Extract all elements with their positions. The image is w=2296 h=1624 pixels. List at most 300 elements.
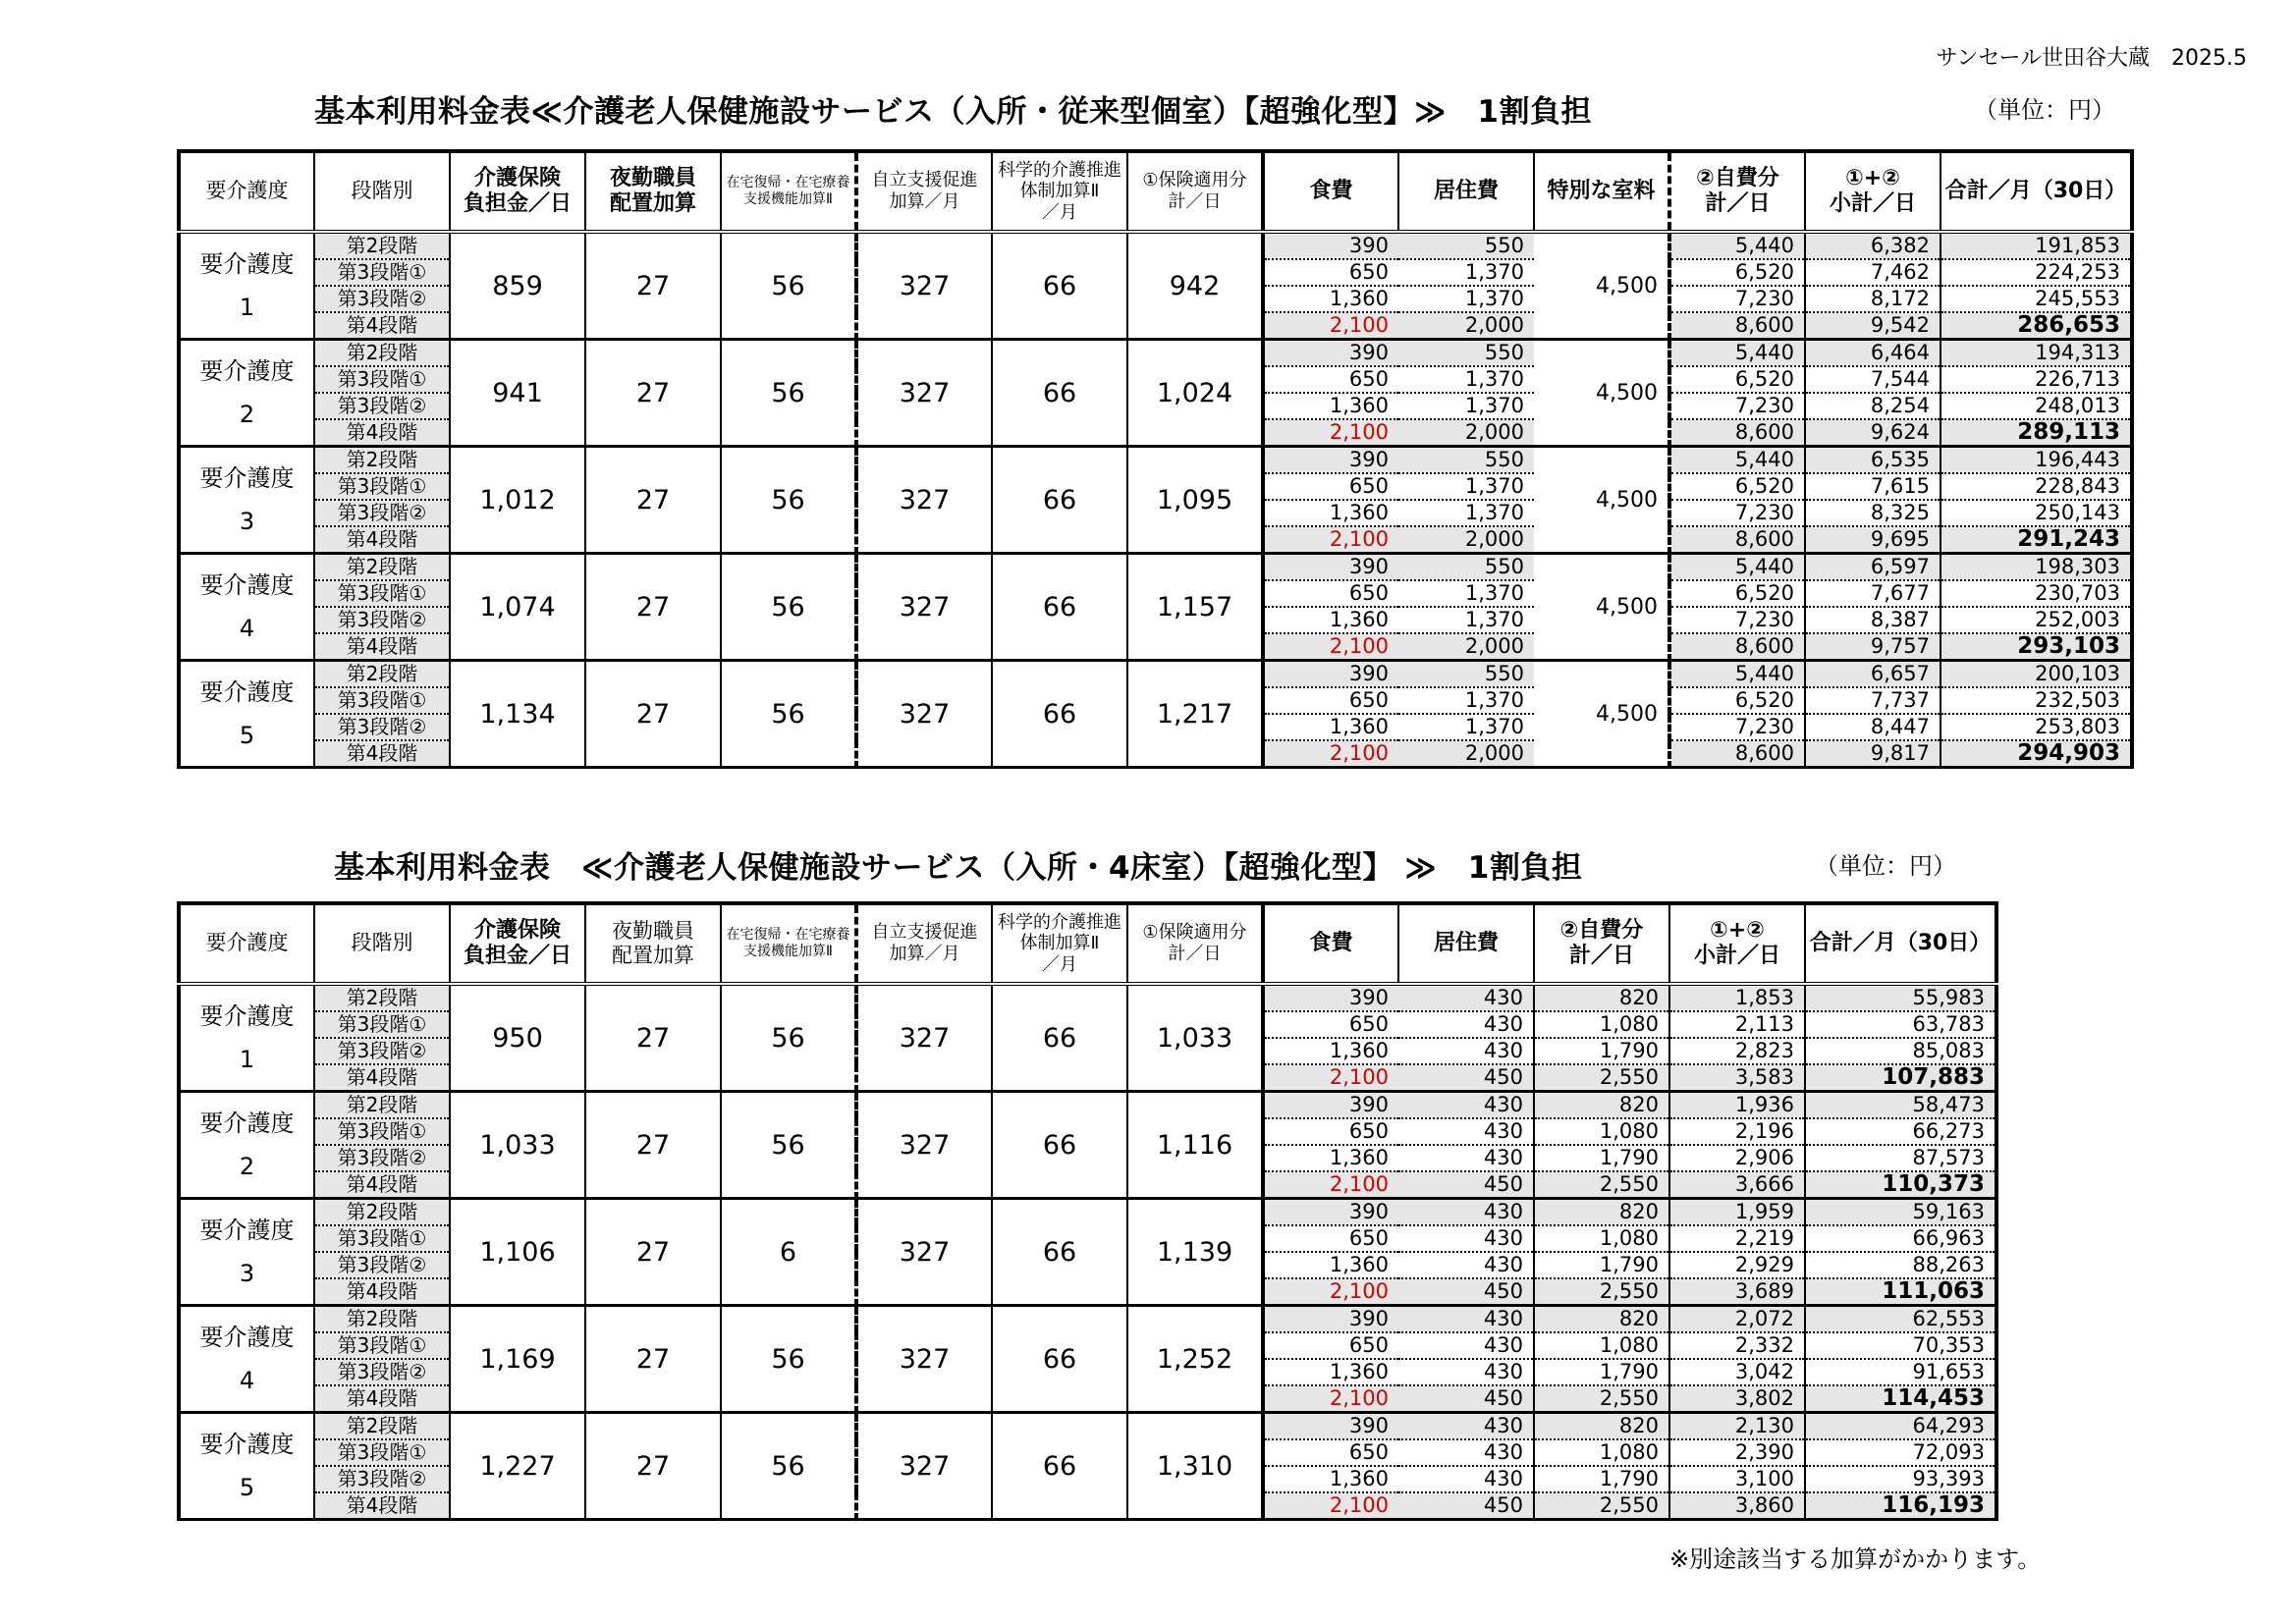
meal-cost: 390 [1263,1413,1398,1440]
fee-independence: 327 [856,1092,992,1199]
daily-subtotal: 6,464 [1805,340,1941,367]
residence-cost: 430 [1398,1439,1534,1466]
self-pay-total: 8,600 [1669,740,1805,768]
header-home-return: 在宅復帰・在宅療養 支援機能加算Ⅱ [721,151,856,232]
stage-label: 第2段階 [314,1199,450,1226]
fee-science: 66 [992,661,1127,768]
monthly-total: 250,143 [1941,500,2132,526]
stage-label: 第3段階② [314,1466,450,1492]
stage-label: 第3段階① [314,1118,450,1145]
meal-cost: 390 [1263,984,1398,1011]
monthly-total: 107,883 [1805,1064,1996,1092]
residence-cost: 430 [1398,1466,1534,1492]
table-row [179,1306,1996,1333]
table-row [179,1092,1996,1119]
stage-label: 第3段階② [314,1359,450,1385]
stage-label: 第2段階 [314,1306,450,1333]
table-row [179,447,2132,474]
fee-insured-total: 1,252 [1127,1306,1263,1413]
table-row [179,1199,1996,1226]
residence-cost: 550 [1398,447,1534,474]
daily-subtotal: 3,042 [1669,1359,1805,1385]
care-level-cell [179,447,314,554]
stage-label: 第2段階 [314,340,450,367]
residence-cost: 1,370 [1398,580,1534,607]
stage-label: 第3段階② [314,1145,450,1171]
daily-subtotal: 2,906 [1669,1145,1805,1171]
self-pay-total: 6,520 [1669,473,1805,500]
daily-subtotal: 3,100 [1669,1466,1805,1492]
header-monthly: 合計／月（30日） [1941,151,2132,232]
residence-cost: 1,370 [1398,393,1534,419]
fee-insurance: 859 [450,232,585,340]
stage-label: 第4段階 [314,1278,450,1306]
residence-cost: 550 [1398,554,1534,581]
care-level-label: 要介護度 [199,678,295,706]
self-pay-total: 1,790 [1534,1038,1669,1064]
monthly-total: 55,983 [1805,984,1996,1011]
table1-title: 基本利用料金表≪介護老人保健施設サービス（入所・従来型個室）【超強化型】≫ 1割負担 [314,94,1592,130]
fee-insurance: 1,106 [450,1199,585,1306]
meal-cost: 1,360 [1263,393,1398,419]
care-level-label: 要介護度 [199,464,295,492]
daily-subtotal: 6,535 [1805,447,1941,474]
fee-home: 56 [721,554,856,661]
daily-subtotal: 6,382 [1805,232,1941,259]
self-pay-total: 1,080 [1534,1011,1669,1038]
residence-cost: 1,370 [1398,714,1534,740]
fee-independence: 327 [856,340,992,447]
stage-label: 第2段階 [314,232,450,259]
self-pay-total: 1,080 [1534,1439,1669,1466]
fee-home: 56 [721,340,856,447]
daily-subtotal: 3,666 [1669,1171,1805,1199]
header-insurance: 介護保険 負担金／日 [450,151,585,232]
daily-subtotal: 9,624 [1805,419,1941,447]
stage-label: 第2段階 [314,661,450,688]
meal-cost: 650 [1263,1011,1398,1038]
header-care-level: 要介護度 [179,151,314,232]
meal-cost: 2,100 [1263,633,1398,661]
meal-cost: 2,100 [1263,1492,1398,1520]
daily-subtotal: 1,853 [1669,984,1805,1011]
residence-cost: 430 [1398,1038,1534,1064]
monthly-total: 194,313 [1941,340,2132,367]
footnote: ※別途該当する加算がかかります。 [1669,1545,2042,1573]
stage-label: 第4段階 [314,1492,450,1520]
self-pay-total: 7,230 [1669,500,1805,526]
residence-cost: 1,370 [1398,687,1534,714]
care-level-number: 5 [239,1474,255,1501]
residence-cost: 430 [1398,1199,1534,1226]
stage-label: 第2段階 [314,1092,450,1119]
header-insured-total: ①保険適用分 計／日 [1127,903,1263,984]
meal-cost: 2,100 [1263,1064,1398,1092]
fee-home: 56 [721,984,856,1092]
self-pay-total: 8,600 [1669,633,1805,661]
monthly-total: 294,903 [1941,740,2132,768]
self-pay-total: 6,520 [1669,366,1805,393]
stage-label: 第4段階 [314,1385,450,1413]
care-level-number: 3 [239,1260,255,1287]
table-row [179,984,1996,1011]
monthly-total: 64,293 [1805,1413,1996,1440]
daily-subtotal: 2,196 [1669,1118,1805,1145]
fee-science: 66 [992,1306,1127,1413]
meal-cost: 1,360 [1263,1359,1398,1385]
meal-cost: 1,360 [1263,1252,1398,1278]
daily-subtotal: 3,583 [1669,1064,1805,1092]
meal-cost: 1,360 [1263,286,1398,312]
self-pay-total: 5,440 [1669,340,1805,367]
header-residence: 居住費 [1398,903,1534,984]
table-row [179,1413,1996,1440]
monthly-total: 88,263 [1805,1252,1996,1278]
meal-cost: 390 [1263,1199,1398,1226]
daily-subtotal: 6,597 [1805,554,1941,581]
stage-label: 第4段階 [314,633,450,661]
daily-subtotal: 7,615 [1805,473,1941,500]
self-pay-total: 5,440 [1669,447,1805,474]
care-level-label: 要介護度 [199,1431,295,1458]
stage-label: 第4段階 [314,419,450,447]
self-pay-total: 1,790 [1534,1359,1669,1385]
stage-label: 第4段階 [314,526,450,554]
monthly-total: 72,093 [1805,1439,1996,1466]
header-insured-total: ①保険適用分 計／日 [1127,151,1263,232]
monthly-total: 91,653 [1805,1359,1996,1385]
residence-cost: 1,370 [1398,286,1534,312]
care-level-cell [179,984,314,1092]
daily-subtotal: 1,936 [1669,1092,1805,1119]
fee-night: 27 [585,340,721,447]
daily-subtotal: 8,325 [1805,500,1941,526]
daily-subtotal: 2,130 [1669,1413,1805,1440]
monthly-total: 289,113 [1941,419,2132,447]
table1-unit: （単位：円） [1974,96,2115,124]
meal-cost: 650 [1263,473,1398,500]
residence-cost: 450 [1398,1278,1534,1306]
fee-independence: 327 [856,1199,992,1306]
monthly-total: 232,503 [1941,687,2132,714]
fee-insurance: 1,012 [450,447,585,554]
self-pay-total: 7,230 [1669,607,1805,633]
monthly-total: 66,963 [1805,1225,1996,1252]
table-row [179,340,2132,367]
monthly-total: 70,353 [1805,1332,1996,1359]
stage-label: 第3段階① [314,1011,450,1038]
meal-cost: 1,360 [1263,714,1398,740]
meal-cost: 390 [1263,447,1398,474]
residence-cost: 2,000 [1398,633,1534,661]
residence-cost: 430 [1398,984,1534,1011]
care-level-label: 要介護度 [199,1324,295,1351]
stage-label: 第3段階② [314,500,450,526]
care-level-cell [179,232,314,340]
monthly-total: 245,553 [1941,286,2132,312]
fee-night: 27 [585,554,721,661]
residence-cost: 2,000 [1398,740,1534,768]
fee-insured-total: 1,310 [1127,1413,1263,1520]
daily-subtotal: 2,929 [1669,1252,1805,1278]
header-night-staff: 夜勤職員 配置加算 [585,151,721,232]
meal-cost: 2,100 [1263,1278,1398,1306]
fee-independence: 327 [856,1413,992,1520]
meal-cost: 390 [1263,1306,1398,1333]
self-pay-total: 1,080 [1534,1225,1669,1252]
stage-label: 第3段階① [314,687,450,714]
care-level-cell [179,1413,314,1520]
care-level-number: 3 [239,508,255,535]
monthly-total: 293,103 [1941,633,2132,661]
monthly-total: 230,703 [1941,580,2132,607]
stage-label: 第3段階① [314,259,450,286]
monthly-total: 66,273 [1805,1118,1996,1145]
self-pay-total: 8,600 [1669,312,1805,340]
residence-cost: 430 [1398,1413,1534,1440]
monthly-total: 93,393 [1805,1466,1996,1492]
stage-label: 第3段階① [314,366,450,393]
daily-subtotal: 8,387 [1805,607,1941,633]
residence-cost: 1,370 [1398,607,1534,633]
care-level-cell [179,1199,314,1306]
monthly-total: 226,713 [1941,366,2132,393]
self-pay-total: 820 [1534,1199,1669,1226]
meal-cost: 390 [1263,661,1398,688]
stage-label: 第3段階② [314,714,450,740]
facility-name-date: サンセール世田谷大蔵 2025.5 [1936,46,2247,71]
daily-subtotal: 8,254 [1805,393,1941,419]
self-pay-total: 1,080 [1534,1118,1669,1145]
residence-cost: 430 [1398,1011,1534,1038]
self-pay-total: 6,520 [1669,687,1805,714]
residence-cost: 430 [1398,1306,1534,1333]
stage-label: 第3段階① [314,1439,450,1466]
fee-insured-total: 1,033 [1127,984,1263,1092]
self-pay-total: 2,550 [1534,1278,1669,1306]
fee-independence: 327 [856,1306,992,1413]
fee-home: 56 [721,661,856,768]
daily-subtotal: 9,817 [1805,740,1941,768]
monthly-total: 85,083 [1805,1038,1996,1064]
residence-cost: 450 [1398,1385,1534,1413]
self-pay-total: 5,440 [1669,554,1805,581]
fee-insurance: 950 [450,984,585,1092]
fee-night: 27 [585,661,721,768]
header-subtotal: ①+② 小計／日 [1669,903,1805,984]
self-pay-total: 2,550 [1534,1385,1669,1413]
fee-independence: 327 [856,447,992,554]
self-pay-total: 6,520 [1669,259,1805,286]
fee-night: 27 [585,1413,721,1520]
daily-subtotal: 8,172 [1805,286,1941,312]
fee-insured-total: 1,217 [1127,661,1263,768]
daily-subtotal: 9,695 [1805,526,1941,554]
fee-science: 66 [992,984,1127,1092]
daily-subtotal: 3,802 [1669,1385,1805,1413]
special-room-fee: 4,500 [1534,661,1669,768]
header-home-return: 在宅復帰・在宅療養 支援機能加算Ⅱ [721,903,856,984]
fee-night: 27 [585,232,721,340]
meal-cost: 2,100 [1263,1171,1398,1199]
stage-label: 第3段階① [314,473,450,500]
fee-home: 56 [721,447,856,554]
residence-cost: 2,000 [1398,419,1534,447]
fee-insured-total: 1,024 [1127,340,1263,447]
meal-cost: 650 [1263,259,1398,286]
fee-insured-total: 1,139 [1127,1199,1263,1306]
header-residence: 居住費 [1398,151,1534,232]
stage-label: 第3段階② [314,393,450,419]
header-science: 科学的介護推進 体制加算Ⅱ ／月 [992,903,1127,984]
monthly-total: 116,193 [1805,1492,1996,1520]
residence-cost: 430 [1398,1332,1534,1359]
daily-subtotal: 3,689 [1669,1278,1805,1306]
fee-independence: 327 [856,554,992,661]
stage-label: 第3段階② [314,1252,450,1278]
daily-subtotal: 1,959 [1669,1199,1805,1226]
self-pay-total: 2,550 [1534,1171,1669,1199]
monthly-total: 62,553 [1805,1306,1996,1333]
care-level-label: 要介護度 [199,1217,295,1244]
table-row [179,554,2132,581]
fee-insurance: 1,033 [450,1092,585,1199]
care-level-number: 2 [239,1153,255,1180]
self-pay-total: 820 [1534,1306,1669,1333]
meal-cost: 1,360 [1263,500,1398,526]
header-care-level: 要介護度 [179,903,314,984]
monthly-total: 59,163 [1805,1199,1996,1226]
special-room-fee: 4,500 [1534,232,1669,340]
stage-label: 第2段階 [314,447,450,474]
self-pay-total: 2,550 [1534,1064,1669,1092]
monthly-total: 248,013 [1941,393,2132,419]
stage-label: 第3段階② [314,607,450,633]
monthly-total: 291,243 [1941,526,2132,554]
fee-home: 6 [721,1199,856,1306]
self-pay-total: 5,440 [1669,232,1805,259]
fee-home: 56 [721,1092,856,1199]
meal-cost: 390 [1263,340,1398,367]
meal-cost: 390 [1263,554,1398,581]
fee-night: 27 [585,1092,721,1199]
header-meal: 食費 [1263,903,1398,984]
self-pay-total: 2,550 [1534,1492,1669,1520]
residence-cost: 430 [1398,1092,1534,1119]
header-self-total: ②自費分 計／日 [1669,151,1805,232]
daily-subtotal: 7,737 [1805,687,1941,714]
fee-science: 66 [992,447,1127,554]
stage-label: 第3段階① [314,1332,450,1359]
fee-science: 66 [992,1199,1127,1306]
daily-subtotal: 2,390 [1669,1439,1805,1466]
residence-cost: 550 [1398,340,1534,367]
fee-insured-total: 1,095 [1127,447,1263,554]
monthly-total: 110,373 [1805,1171,1996,1199]
fee-science: 66 [992,1092,1127,1199]
residence-cost: 430 [1398,1252,1534,1278]
header-independence: 自立支援促進 加算／月 [856,903,992,984]
meal-cost: 2,100 [1263,312,1398,340]
residence-cost: 450 [1398,1492,1534,1520]
meal-cost: 650 [1263,687,1398,714]
care-level-number: 1 [239,294,255,321]
monthly-total: 200,103 [1941,661,2132,688]
stage-label: 第3段階② [314,1038,450,1064]
meal-cost: 2,100 [1263,419,1398,447]
header-meal: 食費 [1263,151,1398,232]
meal-cost: 650 [1263,1332,1398,1359]
daily-subtotal: 2,072 [1669,1306,1805,1333]
daily-subtotal: 8,447 [1805,714,1941,740]
table2-unit: （単位：円） [1815,852,1956,880]
meal-cost: 650 [1263,580,1398,607]
residence-cost: 2,000 [1398,526,1534,554]
self-pay-total: 7,230 [1669,393,1805,419]
header-self-total: ②自費分 計／日 [1534,903,1669,984]
monthly-total: 228,843 [1941,473,2132,500]
self-pay-total: 1,790 [1534,1252,1669,1278]
monthly-total: 111,063 [1805,1278,1996,1306]
daily-subtotal: 7,677 [1805,580,1941,607]
monthly-total: 286,653 [1941,312,2132,340]
fee-night: 27 [585,984,721,1092]
self-pay-total: 1,790 [1534,1145,1669,1171]
meal-cost: 2,100 [1263,526,1398,554]
meal-cost: 650 [1263,1225,1398,1252]
meal-cost: 2,100 [1263,1385,1398,1413]
stage-label: 第2段階 [314,984,450,1011]
daily-subtotal: 2,113 [1669,1011,1805,1038]
meal-cost: 1,360 [1263,1145,1398,1171]
residence-cost: 1,370 [1398,473,1534,500]
monthly-total: 87,573 [1805,1145,1996,1171]
care-level-cell [179,1306,314,1413]
monthly-total: 198,303 [1941,554,2132,581]
daily-subtotal: 9,757 [1805,633,1941,661]
daily-subtotal: 2,219 [1669,1225,1805,1252]
fee-insured-total: 942 [1127,232,1263,340]
monthly-total: 114,453 [1805,1385,1996,1413]
monthly-total: 58,473 [1805,1092,1996,1119]
residence-cost: 1,370 [1398,366,1534,393]
self-pay-total: 1,080 [1534,1332,1669,1359]
stage-label: 第4段階 [314,740,450,768]
care-level-cell [179,554,314,661]
self-pay-total: 6,520 [1669,580,1805,607]
fee-independence: 327 [856,661,992,768]
header-insurance: 介護保険 負担金／日 [450,903,585,984]
care-level-label: 要介護度 [199,571,295,599]
fee-science: 66 [992,340,1127,447]
care-level-label: 要介護度 [199,357,295,385]
self-pay-total: 8,600 [1669,419,1805,447]
header-independence: 自立支援促進 加算／月 [856,151,992,232]
header-subtotal: ①+② 小計／日 [1805,151,1941,232]
header-night-staff: 夜勤職員 配置加算 [585,903,721,984]
residence-cost: 1,370 [1398,500,1534,526]
fee-science: 66 [992,1413,1127,1520]
monthly-total: 253,803 [1941,714,2132,740]
care-level-label: 要介護度 [199,1002,295,1030]
meal-cost: 1,360 [1263,1466,1398,1492]
meal-cost: 390 [1263,232,1398,259]
header-stage: 段階別 [314,151,450,232]
self-pay-total: 5,440 [1669,661,1805,688]
monthly-total: 252,003 [1941,607,2132,633]
monthly-total: 63,783 [1805,1011,1996,1038]
self-pay-total: 8,600 [1669,526,1805,554]
